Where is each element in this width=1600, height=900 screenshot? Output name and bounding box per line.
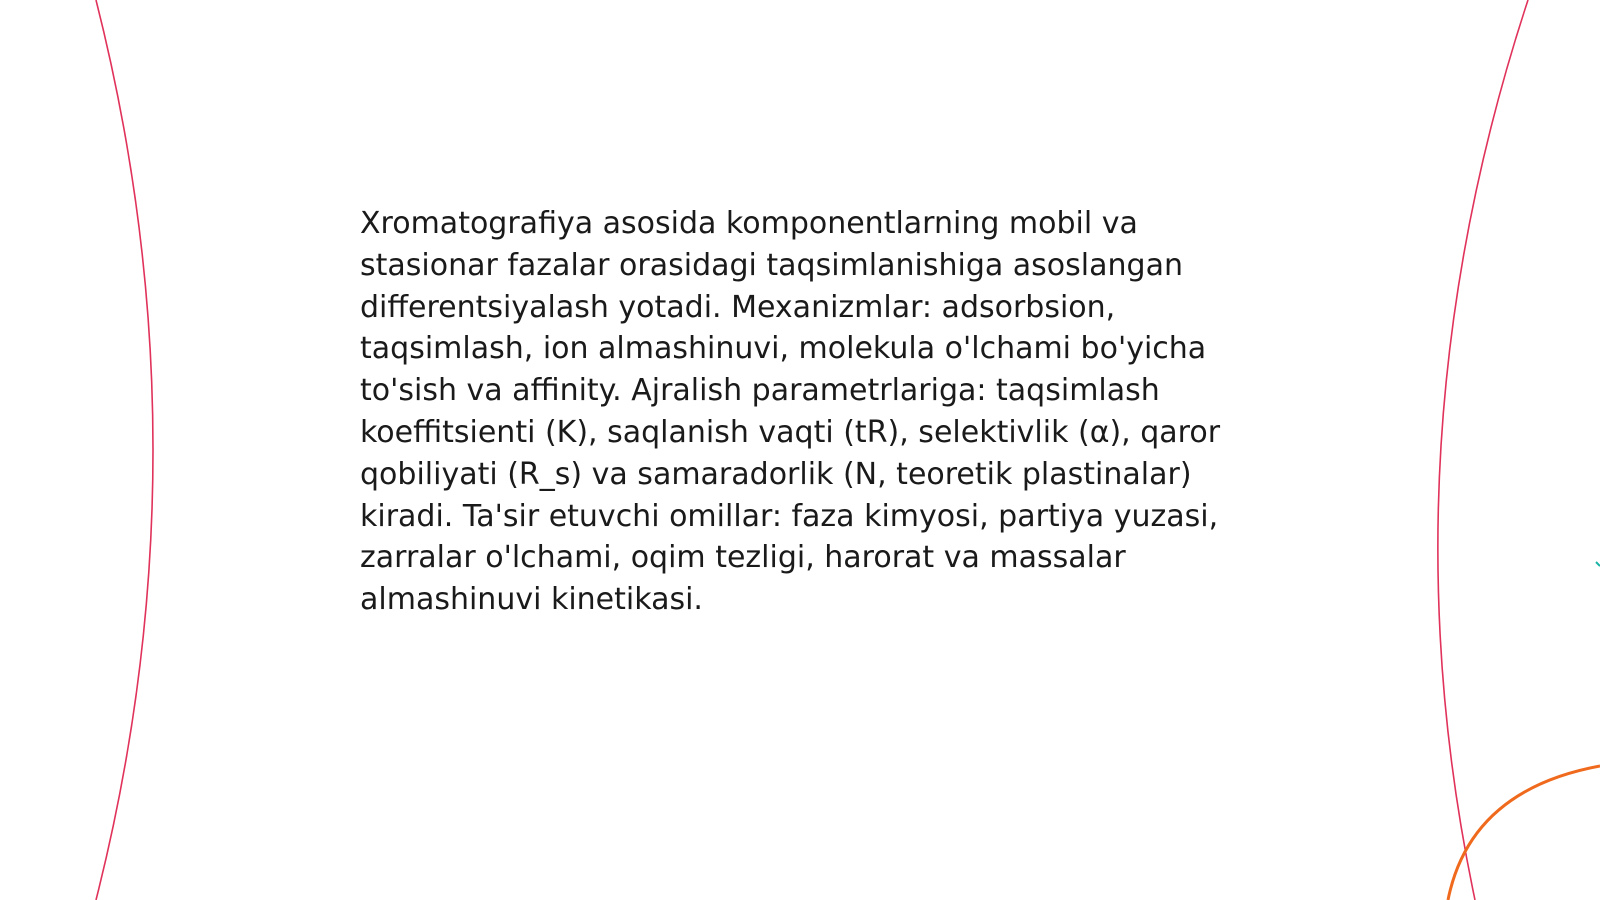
teal-mark [1596, 562, 1600, 566]
body-paragraph: Xromatografiya asosida komponentlarning mobil va stasionar fazalar orasidagi taqsimlanishiga asoslangan differentsiyalash yotadi. Mexanizmlar: adsorbsion, taqsimlash, ion almashinuvi, molekula o'lchami bo'yicha to'sish va affinity. Ajralish parametrlariga: taqsimlash koeffitsienti (K), saqlanish vaqti (tR), selektivlik (α), qaror qobiliyati (R_s) va samaradorlik (N, teoretik plastinalar) kiradi. Ta'sir etuvchi omillar: faza kimyosi, partiya yuzasi, zarralar o'lchami, oqim tezligi, harorat va massalar almashinuvi kinetikasi. [360, 206, 1221, 618]
right-curve-line [1438, 0, 1528, 900]
left-curve-line [96, 0, 153, 900]
